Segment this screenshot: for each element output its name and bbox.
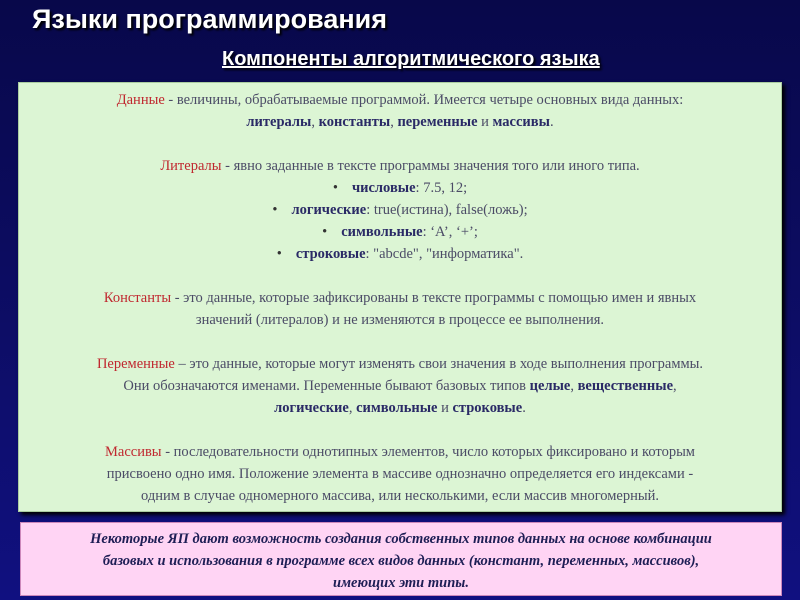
literal-type-example: : ‘A’, ‘+’; [422,224,478,240]
bullet-icon: • [272,202,278,218]
literals-text: - явно заданные в тексте программы значения того или иного типа. [221,158,640,174]
separator: , [673,378,677,394]
literal-type-name: строковые [295,246,366,262]
variables-text: – это данные, которые могут изменять свои значения в ходе выполнения программы. [174,356,704,372]
bullet-icon: • [332,180,338,196]
period: . [522,400,526,416]
literal-type-example: : "abcde", "информатика". [365,246,524,262]
separator: , [570,378,578,394]
data-definition [27,89,773,133]
literal-type-name: логические [291,202,367,218]
note-line: Некоторые ЯП дают возможность создания собственных типов данных на основе комбинации [90,531,712,547]
arrays-text: - последовательности однотипных элементов, число которых фиксировано и которым [161,444,695,460]
term-literals: Литералы [160,158,222,174]
note-line: базовых и использования в программе всех видов данных (констант, переменных, массивов), [102,553,700,569]
arrays-text: одним в случае одномерного массива, или несколькими, если массив многомерный. [140,488,659,504]
literal-type-example: : 7.5, 12; [415,180,468,196]
kw-literals: литералы [246,114,312,130]
term-variables: Переменные [96,356,175,372]
kw-variables: переменные [397,114,478,130]
constants-text: значений (литералов) и не изменяются в процессе ее выполнения. [195,312,605,328]
list-item [27,177,773,199]
constants-text: - это данные, которые зафиксированы в тексте программы с помощью имен и явных [171,290,697,306]
bullet-icon: • [276,246,282,262]
kw-string: строковые [452,400,523,416]
page-title: Языки программирования [32,4,387,34]
literal-type-name: символьные [341,224,423,240]
constants-definition [27,287,773,331]
literal-type-example: : true(истина), false(ложь); [366,202,528,218]
variables-text: Они обозначаются именами. Переменные бывают базовых типов [123,378,530,394]
list-item [27,199,773,221]
arrays-definition [27,441,773,507]
kw-logical: логические [274,400,349,416]
term-arrays: Массивы [105,444,162,460]
period: . [549,114,554,130]
literals-definition [27,155,773,177]
literal-type-name: числовые [351,180,416,196]
note-panel [20,522,782,596]
list-item [27,243,773,265]
separator: , [348,400,357,416]
separator: и [437,400,453,416]
literals-list [27,177,773,265]
content-panel [18,82,782,512]
kw-arrays: массивы [492,114,550,130]
note-line: имеющих эти типы. [333,575,469,591]
separator: и [477,114,493,130]
kw-real: вещественные [577,378,674,394]
bullet-icon: • [322,224,328,240]
kw-constants: константы [318,114,391,130]
data-text: - величины, обрабатываемые программой. Имеется четыре основных вида данных: [164,92,684,108]
term-constants: Константы [103,290,172,306]
term-data: Данные [116,92,165,108]
separator: , [311,114,319,130]
list-item [27,221,773,243]
page-subtitle: Компоненты алгоритмического языка [222,48,600,70]
kw-integer: целые [529,378,571,394]
separator: , [390,114,398,130]
variables-definition [27,353,773,419]
arrays-text: присвоено одно имя. Положение элемента в массиве однозначно определяется его индексами - [106,466,694,482]
kw-char: символьные [356,400,438,416]
